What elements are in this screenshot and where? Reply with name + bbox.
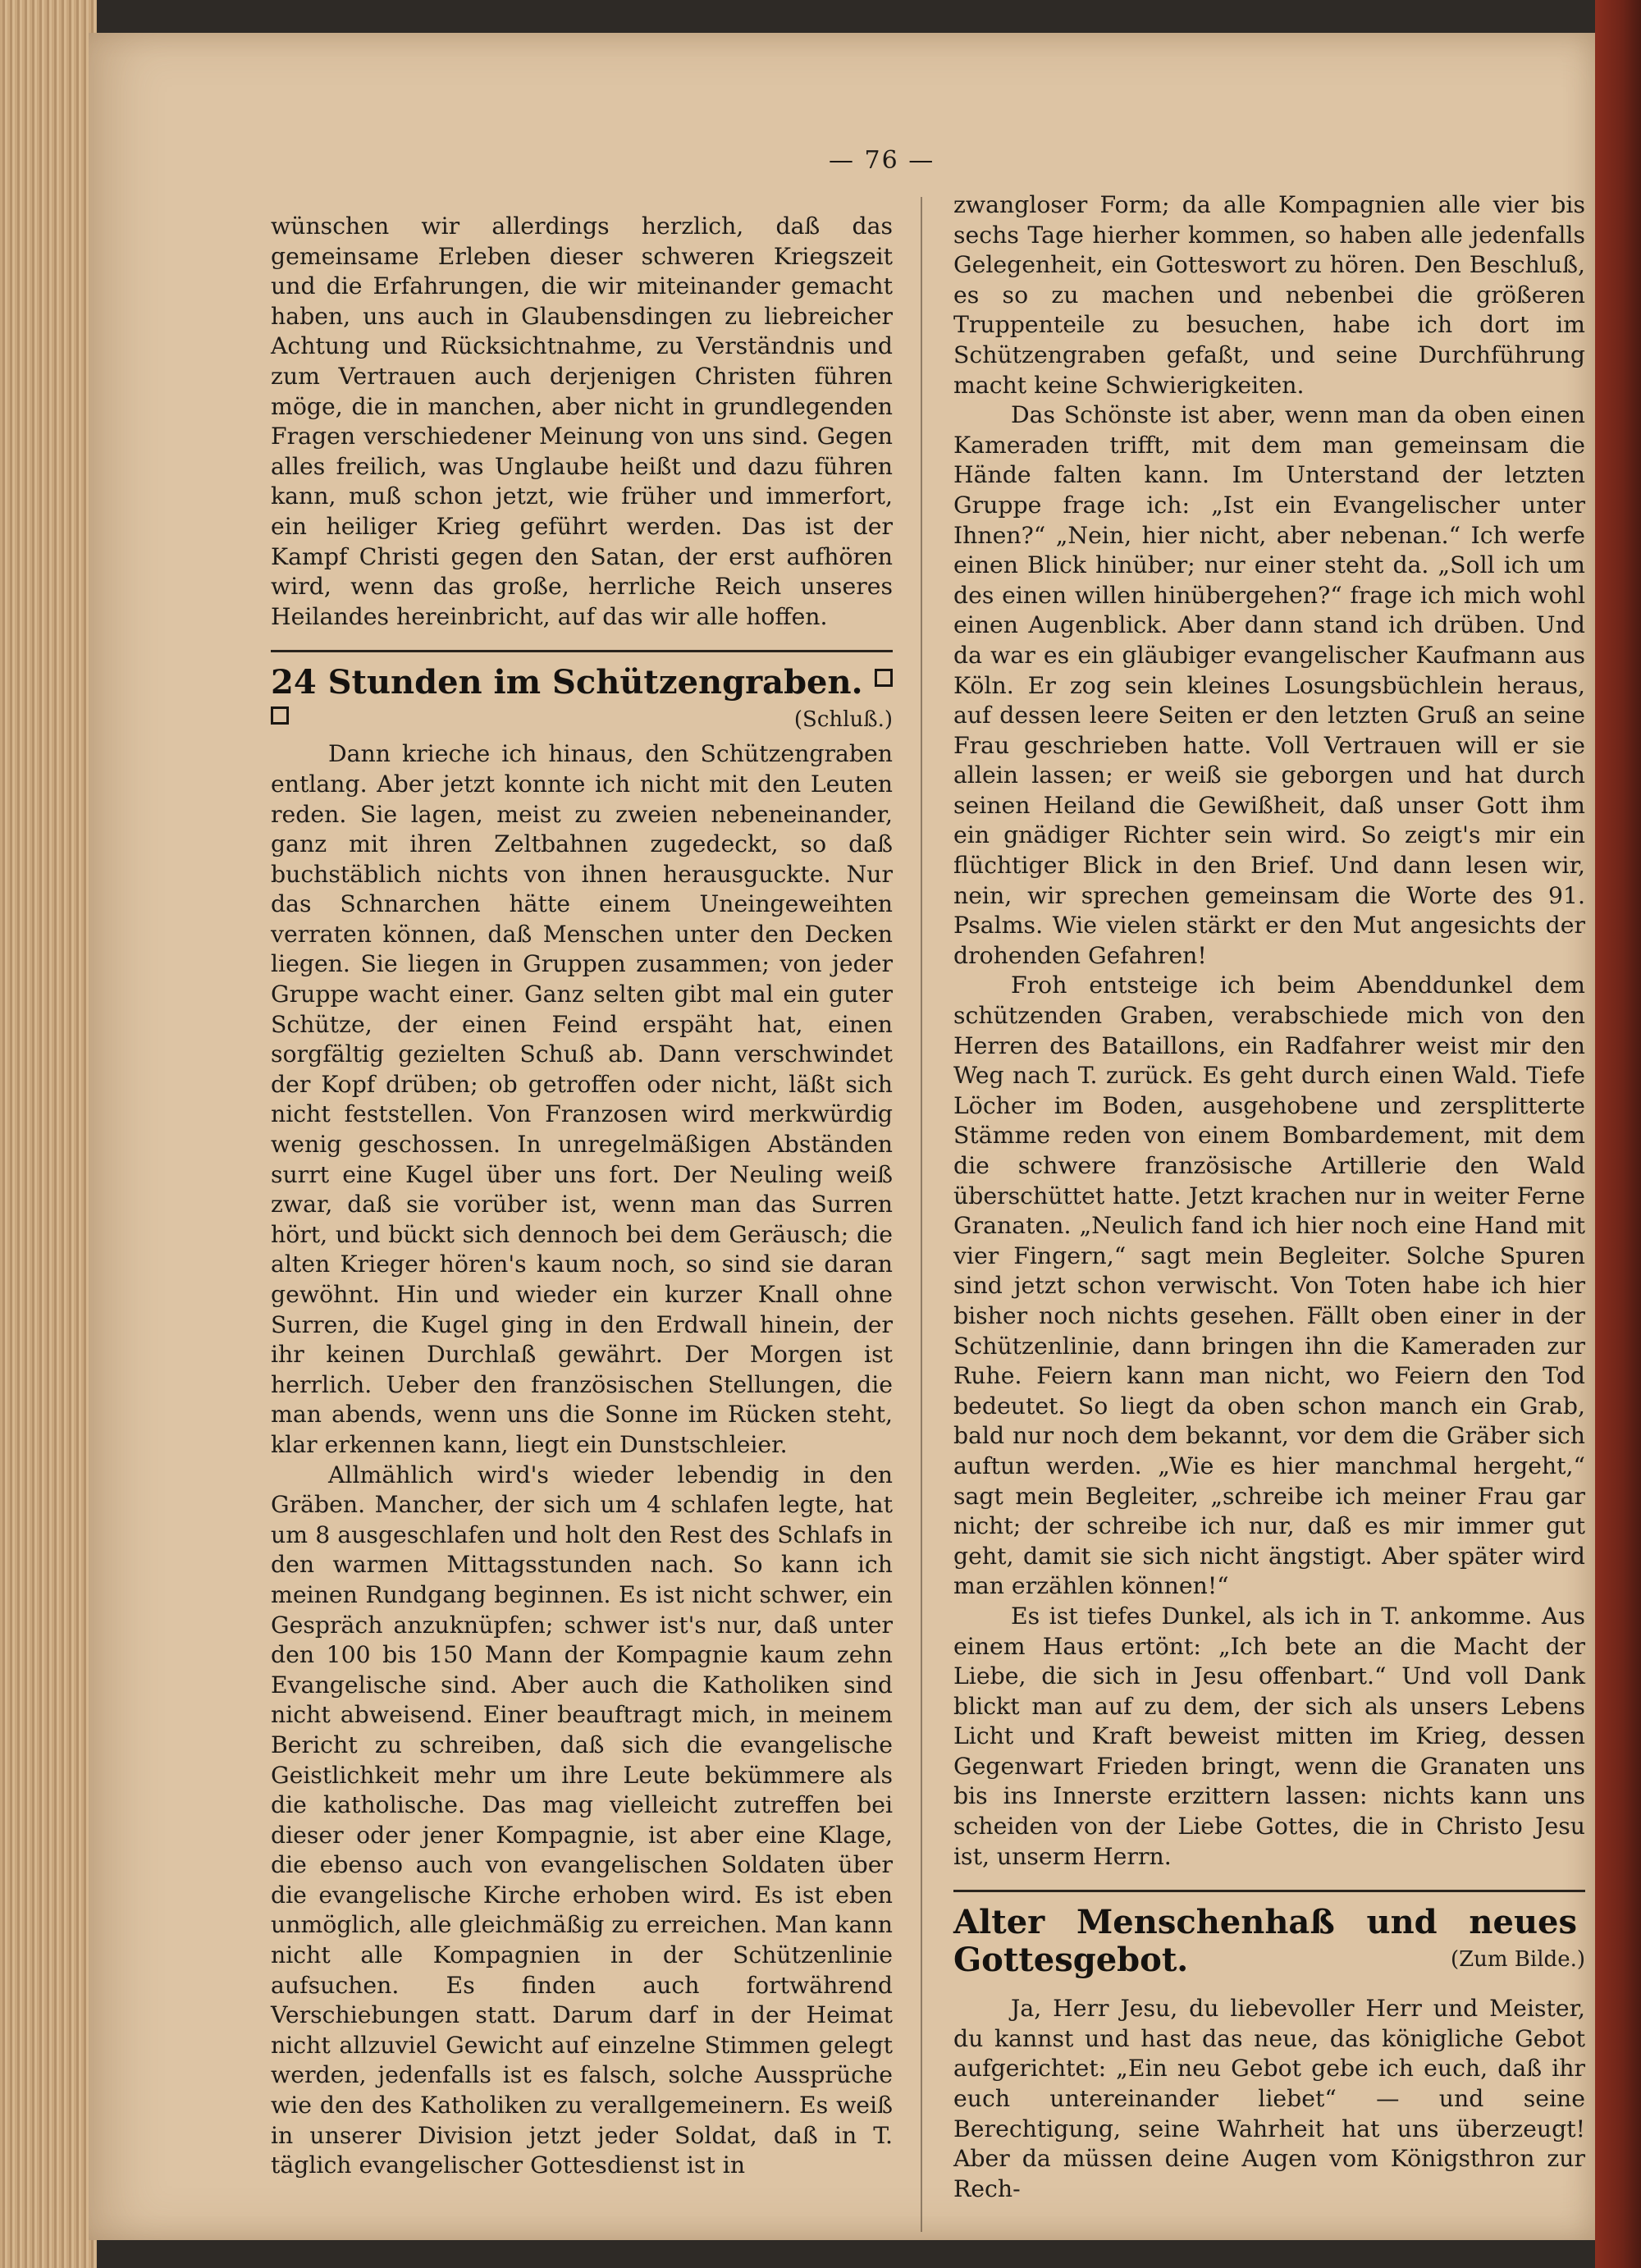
book-binding — [1595, 0, 1641, 2268]
article2-paragraph: Ja, Herr Jesu, du liebevoller Herr und Meister, du kannst und hast das neue, das königliche Gebot aufgerichtet: „Ein neu Gebot gebe ich euch, daß ihr euch untereinander liebet“ — und seine Berechtigung, seine Wahrheit hat uns überzeugt! Aber da müssen deine Augen vom Königsthron zur Rech- — [953, 1995, 1585, 2202]
article2-heading-block — [953, 1904, 1585, 1979]
article-heading-block — [271, 663, 893, 733]
article-continued-note: (Schluß.) — [793, 707, 893, 733]
section-rule — [271, 650, 893, 652]
left-column — [271, 212, 893, 2181]
article-paragraph: zwangloser Form; da alle Kompagnien alle vier bis sechs Tage hierher kommen, so haben alle jedenfalls Gelegenheit, ein Gotteswort zu hören. Den Beschluß, es so zu machen und nebenbei die größeren Truppenteile zu besuchen, habe ich dort im Schützengraben gefaßt, und seine Durchführung macht keine Schwierigkeiten. — [953, 191, 1585, 399]
square-ornament-icon — [271, 706, 289, 725]
page-number: — 76 — — [829, 146, 935, 175]
article-paragraph: Es ist tiefes Dunkel, als ich in T. ankomme. Aus einem Haus ertönt: „Ich bete an die Macht der Liebe, die sich in Jesu offenbart.“ Und voll Dank blickt man auf zu dem, der sich als unsers Lebens Licht und Kraft beweist mitten im Krieg, dessen Gegenwart Frieden bringt, wenn die Granaten uns bis ins Innerste erzittern lassen: nichts kann uns scheiden von der Liebe Gottes, die in Christo Jesu ist, unserm Herrn. — [953, 1602, 1585, 1870]
article-paragraph: Das Schönste ist aber, wenn man da oben einen Kameraden trifft, mit dem man gemeinsam die Hände falten kann. Im Unterstand der letzten Gruppe frage ich: „Ist ein Evangelischer unter Ihnen?“ „Nein, hier nicht, aber nebenan.“ Ich werfe einen Blick hinüber; nur einer steht da. „Soll ich um des einen willen hinübergehen?“ frage ich mich wohl einen Augenblick. Aber dann stand ich drüben. Und da war es ein gläubiger evangelischer Kaufmann aus Köln. Er zog sein kleines Losungsbüchlein heraus, auf dessen leere Seiten er den letzten Gruß an seine Frau geschrieben hatte. Voll Vertrauen will er sie allein lassen; er weiß sie geborgen und hat durch seinen Heiland die Gewißheit, daß unser Gott ihm ein gnädiger Richter sein wird. So zeigt's mir ein flüchtiger Blick in den Brief. Und dann lesen wir, nein, wir sprechen gemeinsam die Worte des 91. Psalms. Wie vielen stärkt er den Mut angesichts der drohenden Gefahren! — [953, 401, 1585, 969]
article2-title: Alter Menschenhaß und neues Gottesgebot. — [953, 1903, 1577, 1980]
article2-image-note: (Zum Bilde.) — [1450, 1947, 1585, 1973]
intro-paragraph: wünschen wir allerdings herzlich, daß das gemeinsame Erleben dieser schweren Kriegszeit und die Erfahrungen, die wir miteinander gemacht haben, uns auch in Glaubensdingen zu liebreicher Achtung und Rücksichtnahme, zu Verständnis und zum Vertrauen auch derjenigen Christen führen möge, die in manchen, aber nicht in grundlegenden Fragen verschiedener Meinung von uns sind. Gegen alles freilich, was Unglaube heißt und dazu führen kann, muß schon jetzt, wie früher und immerfort, ein heiliger Krieg geführt werden. Das ist der Kampf Christi gegen den Satan, der erst aufhören wird, wenn das große, herrliche Reich unseres Heilandes hereinbricht, auf das wir alle hoffen. — [271, 213, 893, 630]
right-column — [953, 190, 1585, 2204]
section-rule — [953, 1890, 1585, 1892]
article-title: 24 Stunden im Schützengraben. — [271, 663, 863, 702]
column-divider — [921, 197, 922, 2232]
page-edge-stack — [0, 0, 97, 2268]
article-paragraph: Allmählich wird's wieder lebendig in den Gräben. Mancher, der sich um 4 schlafen legte, hat um 8 ausgeschlafen und holt den Rest des Schlafs in den warmen Mittagsstunden nach. So kann ich meinen Rundgang beginnen. Es ist nicht schwer, ein Gespräch anzuknüpfen; schwer ist's nur, daß unter den 100 bis 150 Mann der Kompagnie kaum zehn Evangelische sind. Aber auch die Katholiken sind nicht abweisend. Einer beauftragt mich, in meinem Bericht zu schreiben, daß sich die evangelische Geistlichkeit mehr um ihre Leute bekümmere als die katholische. Das mag vielleicht zutreffen bei dieser oder jener Kompagnie, ist aber eine Klage, die ebenso auch von evangelischen Soldaten über die evangelische Kirche erhoben wird. Es ist eben unmöglich, alle gleichmäßig zu erreichen. Man kann nicht alle Kompagnien in der Schützenlinie aufsuchen. Es finden auch fortwährend Verschiebungen statt. Darum darf in der Heimat nicht allzuviel Gewicht auf einzelne Stimmen gelegt werden, jedenfalls ist es falsch, solche Aussprüche wie den des Katholiken zu verallgemeinern. Es weiß in unserer Division jetzt jeder Soldat, daß in T. täglich evangelischer Gottesdienst ist in — [271, 1461, 893, 2179]
article-paragraph: Dann krieche ich hinaus, den Schützengraben entlang. Aber jetzt konnte ich nicht mit den Leuten reden. Sie lagen, meist zu zweien nebeneinander, ganz mit ihren Zeltbahnen zugedeckt, so daß buchstäblich nichts von ihnen herausguckte. Nur das Schnarchen hätte einem Uneingeweihten verraten können, daß Menschen unter den Decken liegen. Sie liegen in Gruppen zusammen; von jeder Gruppe wacht einer. Ganz selten gibt mal ein guter Schütze, der einen Feind erspäht hat, einen sorgfältig gezielten Schuß ab. Dann verschwindet der Kopf drüben; ob getroffen oder nicht, läßt sich nicht feststellen. Von Franzosen wird merkwürdig wenig geschossen. In unregelmäßigen Abständen surrt eine Kugel über uns fort. Der Neuling weiß zwar, daß sie vorüber ist, wenn man das Surren hört, und bückt sich dennoch bei dem Geräusch; die alten Krieger hören's kaum noch, so sind sie daran gewöhnt. Hin und wieder ein kurzer Knall ohne Surren, die Kugel ging in den Erdwall hinein, der ihr keinen Durchlaß gewährt. Der Morgen ist herrlich. Ueber den französischen Stellungen, die man abends, wenn uns die Sonne im Rücken steht, klar erkennen kann, liegt ein Dunstschleier. — [271, 740, 893, 1458]
square-ornament-icon — [875, 669, 893, 687]
article-paragraph: Froh entsteige ich beim Abenddunkel dem schützenden Graben, verabschiede mich von den Herren des Bataillons, ein Radfahrer weist mir den Weg nach T. zurück. Es geht durch einen Wald. Tiefe Löcher im Boden, ausgehobene und zersplitterte Stämme reden von einem Bombardement, mit dem die schwere französische Artillerie den Wald überschüttet hatte. Jetzt krachen nur in weiter Ferne Granaten. „Neulich fand ich hier noch eine Hand mit vier Fingern,“ sagt mein Begleiter. Solche Spuren sind jetzt schon verwischt. Von Toten habe ich hier bisher noch nichts gesehen. Fällt oben einer in der Schützenlinie, dann bringen ihn die Kameraden zur Ruhe. Feiern kann man nicht, wo Feiern den Tod bedeutet. So liegt da oben schon manch ein Grab, bald nur noch dem bekannt, vor dem die Gräber sich auftun werden. „Wie es hier manchmal hergeht,“ sagt mein Begleiter, „schreibe ich meiner Frau gar nicht; der schreibe ich nur, daß es mir immer gut geht, damit sie sich nicht ängstigt. Aber später wird man erzählen können!“ — [953, 972, 1585, 1600]
